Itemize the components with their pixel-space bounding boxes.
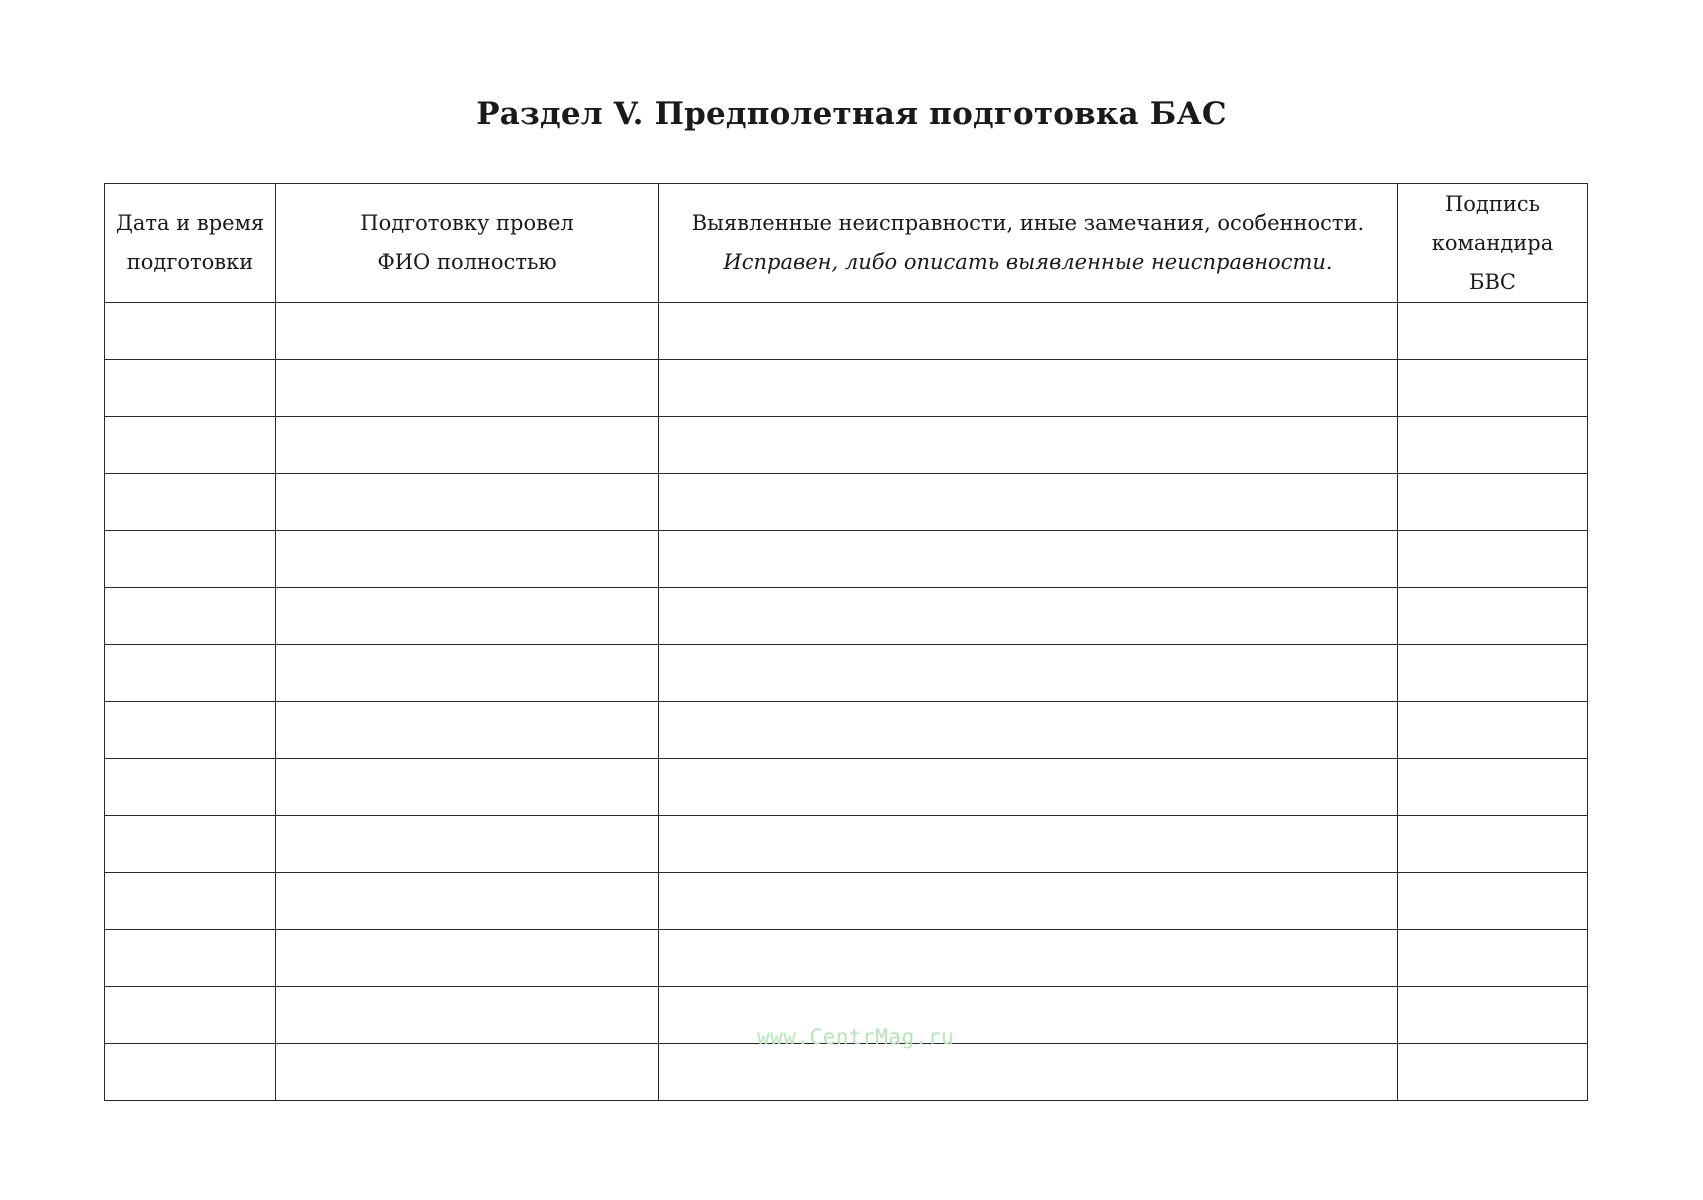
signature-cell[interactable] bbox=[1398, 930, 1588, 987]
header-signature-line-1: Подпись bbox=[1444, 191, 1541, 216]
signature-cell[interactable] bbox=[1398, 360, 1588, 417]
date-time-cell[interactable] bbox=[105, 417, 276, 474]
header-performed-by bbox=[276, 184, 659, 303]
performed-by-cell[interactable] bbox=[276, 987, 659, 1044]
watermark: www.CentrMag.ru bbox=[757, 1025, 955, 1049]
table-row bbox=[105, 303, 1588, 360]
signature-cell[interactable] bbox=[1398, 645, 1588, 702]
signature-cell[interactable] bbox=[1398, 816, 1588, 873]
table-row bbox=[105, 588, 1588, 645]
table-row bbox=[105, 702, 1588, 759]
performed-by-cell[interactable] bbox=[276, 1044, 659, 1101]
date-time-cell[interactable] bbox=[105, 588, 276, 645]
header-signature-line-2: командира bbox=[1431, 230, 1554, 255]
performed-by-cell[interactable] bbox=[276, 417, 659, 474]
header-date-time-line-2: подготовки bbox=[126, 250, 254, 274]
date-time-cell[interactable] bbox=[105, 930, 276, 987]
performed-by-cell[interactable] bbox=[276, 759, 659, 816]
performed-by-cell[interactable] bbox=[276, 816, 659, 873]
performed-by-cell[interactable] bbox=[276, 873, 659, 930]
header-signature-line-3: БВС bbox=[1469, 269, 1516, 294]
date-time-cell[interactable] bbox=[105, 474, 276, 531]
defects-cell[interactable] bbox=[659, 417, 1398, 474]
table-row bbox=[105, 1044, 1588, 1101]
date-time-cell[interactable] bbox=[105, 816, 276, 873]
performed-by-cell[interactable] bbox=[276, 930, 659, 987]
defects-cell[interactable] bbox=[659, 588, 1398, 645]
defects-cell[interactable] bbox=[659, 645, 1398, 702]
signature-cell[interactable] bbox=[1398, 987, 1588, 1044]
defects-cell[interactable] bbox=[659, 1044, 1398, 1101]
defects-cell[interactable] bbox=[659, 531, 1398, 588]
signature-cell[interactable] bbox=[1398, 759, 1588, 816]
performed-by-cell[interactable] bbox=[276, 531, 659, 588]
defects-cell[interactable] bbox=[659, 873, 1398, 930]
date-time-cell[interactable] bbox=[105, 531, 276, 588]
performed-by-cell[interactable] bbox=[276, 645, 659, 702]
date-time-cell[interactable] bbox=[105, 645, 276, 702]
table-row bbox=[105, 873, 1588, 930]
defects-cell[interactable] bbox=[659, 474, 1398, 531]
signature-cell[interactable] bbox=[1398, 1044, 1588, 1101]
date-time-cell[interactable] bbox=[105, 873, 276, 930]
table-row bbox=[105, 645, 1588, 702]
performed-by-cell[interactable] bbox=[276, 702, 659, 759]
table-header-row bbox=[105, 184, 1588, 303]
preflight-log-table bbox=[104, 183, 1588, 1101]
defects-cell[interactable] bbox=[659, 759, 1398, 816]
defects-cell[interactable] bbox=[659, 930, 1398, 987]
header-defects-note: Исправен, либо описать выявленные неисправности. bbox=[723, 250, 1333, 274]
table-body bbox=[105, 303, 1588, 1101]
signature-cell[interactable] bbox=[1398, 474, 1588, 531]
performed-by-cell[interactable] bbox=[276, 303, 659, 360]
performed-by-cell[interactable] bbox=[276, 474, 659, 531]
table-row bbox=[105, 360, 1588, 417]
signature-cell[interactable] bbox=[1398, 531, 1588, 588]
header-performed-by-line-2: ФИО полностью bbox=[377, 250, 557, 274]
date-time-cell[interactable] bbox=[105, 987, 276, 1044]
performed-by-cell[interactable] bbox=[276, 588, 659, 645]
header-performed-by-line-1: Подготовку провел bbox=[360, 211, 574, 235]
table-row bbox=[105, 759, 1588, 816]
table-row bbox=[105, 531, 1588, 588]
date-time-cell[interactable] bbox=[105, 759, 276, 816]
date-time-cell[interactable] bbox=[105, 360, 276, 417]
header-defects bbox=[659, 184, 1398, 303]
page-title: Раздел V. Предполетная подготовка БАС bbox=[476, 96, 1227, 132]
header-date-time bbox=[105, 184, 276, 303]
performed-by-cell[interactable] bbox=[276, 360, 659, 417]
header-date-time-line-1: Дата и время bbox=[115, 211, 265, 235]
table-row bbox=[105, 417, 1588, 474]
date-time-cell[interactable] bbox=[105, 702, 276, 759]
defects-cell[interactable] bbox=[659, 360, 1398, 417]
header-defects-line-1: Выявленные неисправности, иные замечания, особенности. bbox=[691, 211, 1365, 235]
header-commander-signature bbox=[1398, 184, 1588, 303]
table-row bbox=[105, 930, 1588, 987]
signature-cell[interactable] bbox=[1398, 417, 1588, 474]
defects-cell[interactable] bbox=[659, 816, 1398, 873]
table-row bbox=[105, 816, 1588, 873]
signature-cell[interactable] bbox=[1398, 873, 1588, 930]
date-time-cell[interactable] bbox=[105, 303, 276, 360]
signature-cell[interactable] bbox=[1398, 588, 1588, 645]
defects-cell[interactable] bbox=[659, 303, 1398, 360]
defects-cell[interactable] bbox=[659, 702, 1398, 759]
signature-cell[interactable] bbox=[1398, 702, 1588, 759]
signature-cell[interactable] bbox=[1398, 303, 1588, 360]
date-time-cell[interactable] bbox=[105, 1044, 276, 1101]
table-row bbox=[105, 474, 1588, 531]
